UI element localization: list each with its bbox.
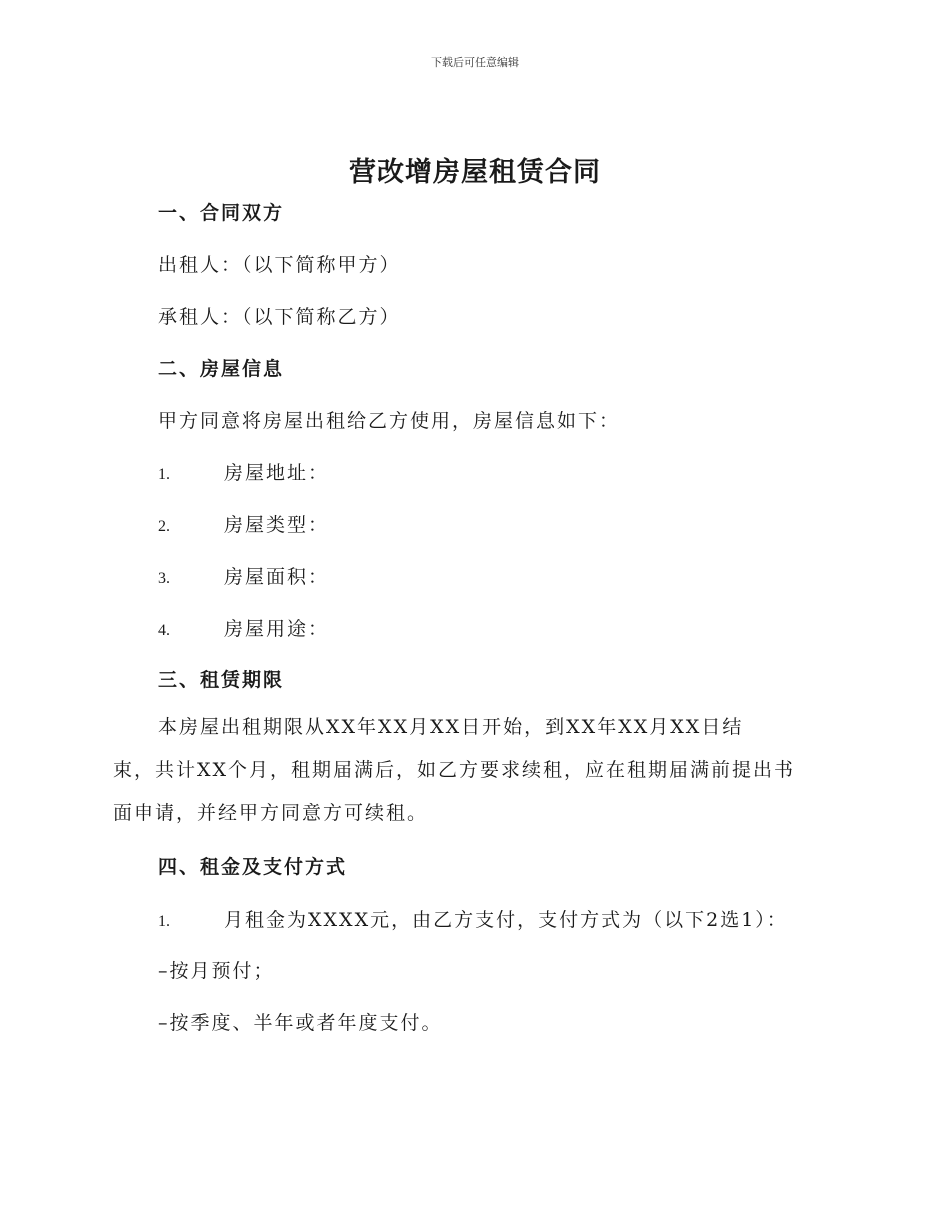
- section-heading-house-info: 二、房屋信息: [158, 358, 285, 380]
- list-item-number: 1.: [158, 913, 170, 930]
- list-item: [158, 614, 329, 641]
- section-heading-rent: 四、租金及支付方式: [158, 856, 348, 878]
- list-item-number: 4.: [158, 622, 170, 639]
- section-heading-parties: 一、合同双方: [158, 202, 285, 224]
- paragraph-line: 面申请，并经甲方同意方可续租。: [113, 802, 429, 824]
- house-info-intro: 甲方同意将房屋出租给乙方使用，房屋信息如下：: [158, 410, 621, 432]
- list-item-number: 1.: [158, 466, 170, 483]
- lessor-line: 出租人：（以下简称甲方）: [158, 254, 401, 276]
- list-item-number: 2.: [158, 518, 170, 535]
- list-item: [158, 562, 329, 589]
- list-item: [158, 458, 329, 485]
- payment-option-periodic: –按季度、半年或者年度支付。: [158, 1012, 443, 1034]
- list-item-label: 房屋用途：: [224, 618, 330, 640]
- list-item-label: 房屋面积：: [224, 566, 330, 588]
- paragraph-line: 束，共计XX个月，租期届满后，如乙方要求续租，应在租期届满前提出书: [113, 759, 796, 781]
- rent-item-text: 月租金为XXXX元，由乙方支付，支付方式为（以下2选1）：: [224, 909, 788, 931]
- list-item: [158, 510, 329, 537]
- header-note: 下载后可任意编辑: [431, 56, 519, 69]
- section-heading-lease-term: 三、租赁期限: [158, 669, 285, 691]
- list-item-label: 房屋地址：: [224, 462, 330, 484]
- lessee-line: 承租人：（以下简称乙方）: [158, 306, 401, 328]
- list-item: [158, 905, 788, 932]
- payment-option-monthly: –按月预付；: [158, 960, 275, 982]
- lease-term-paragraph: [113, 706, 828, 835]
- document-title: 营改增房屋租赁合同: [349, 157, 601, 188]
- list-item-label: 房屋类型：: [224, 514, 330, 536]
- list-item-number: 3.: [158, 570, 170, 587]
- paragraph-line: 本房屋出租期限从XX年XX月XX日开始，到XX年XX月XX日结: [158, 716, 744, 738]
